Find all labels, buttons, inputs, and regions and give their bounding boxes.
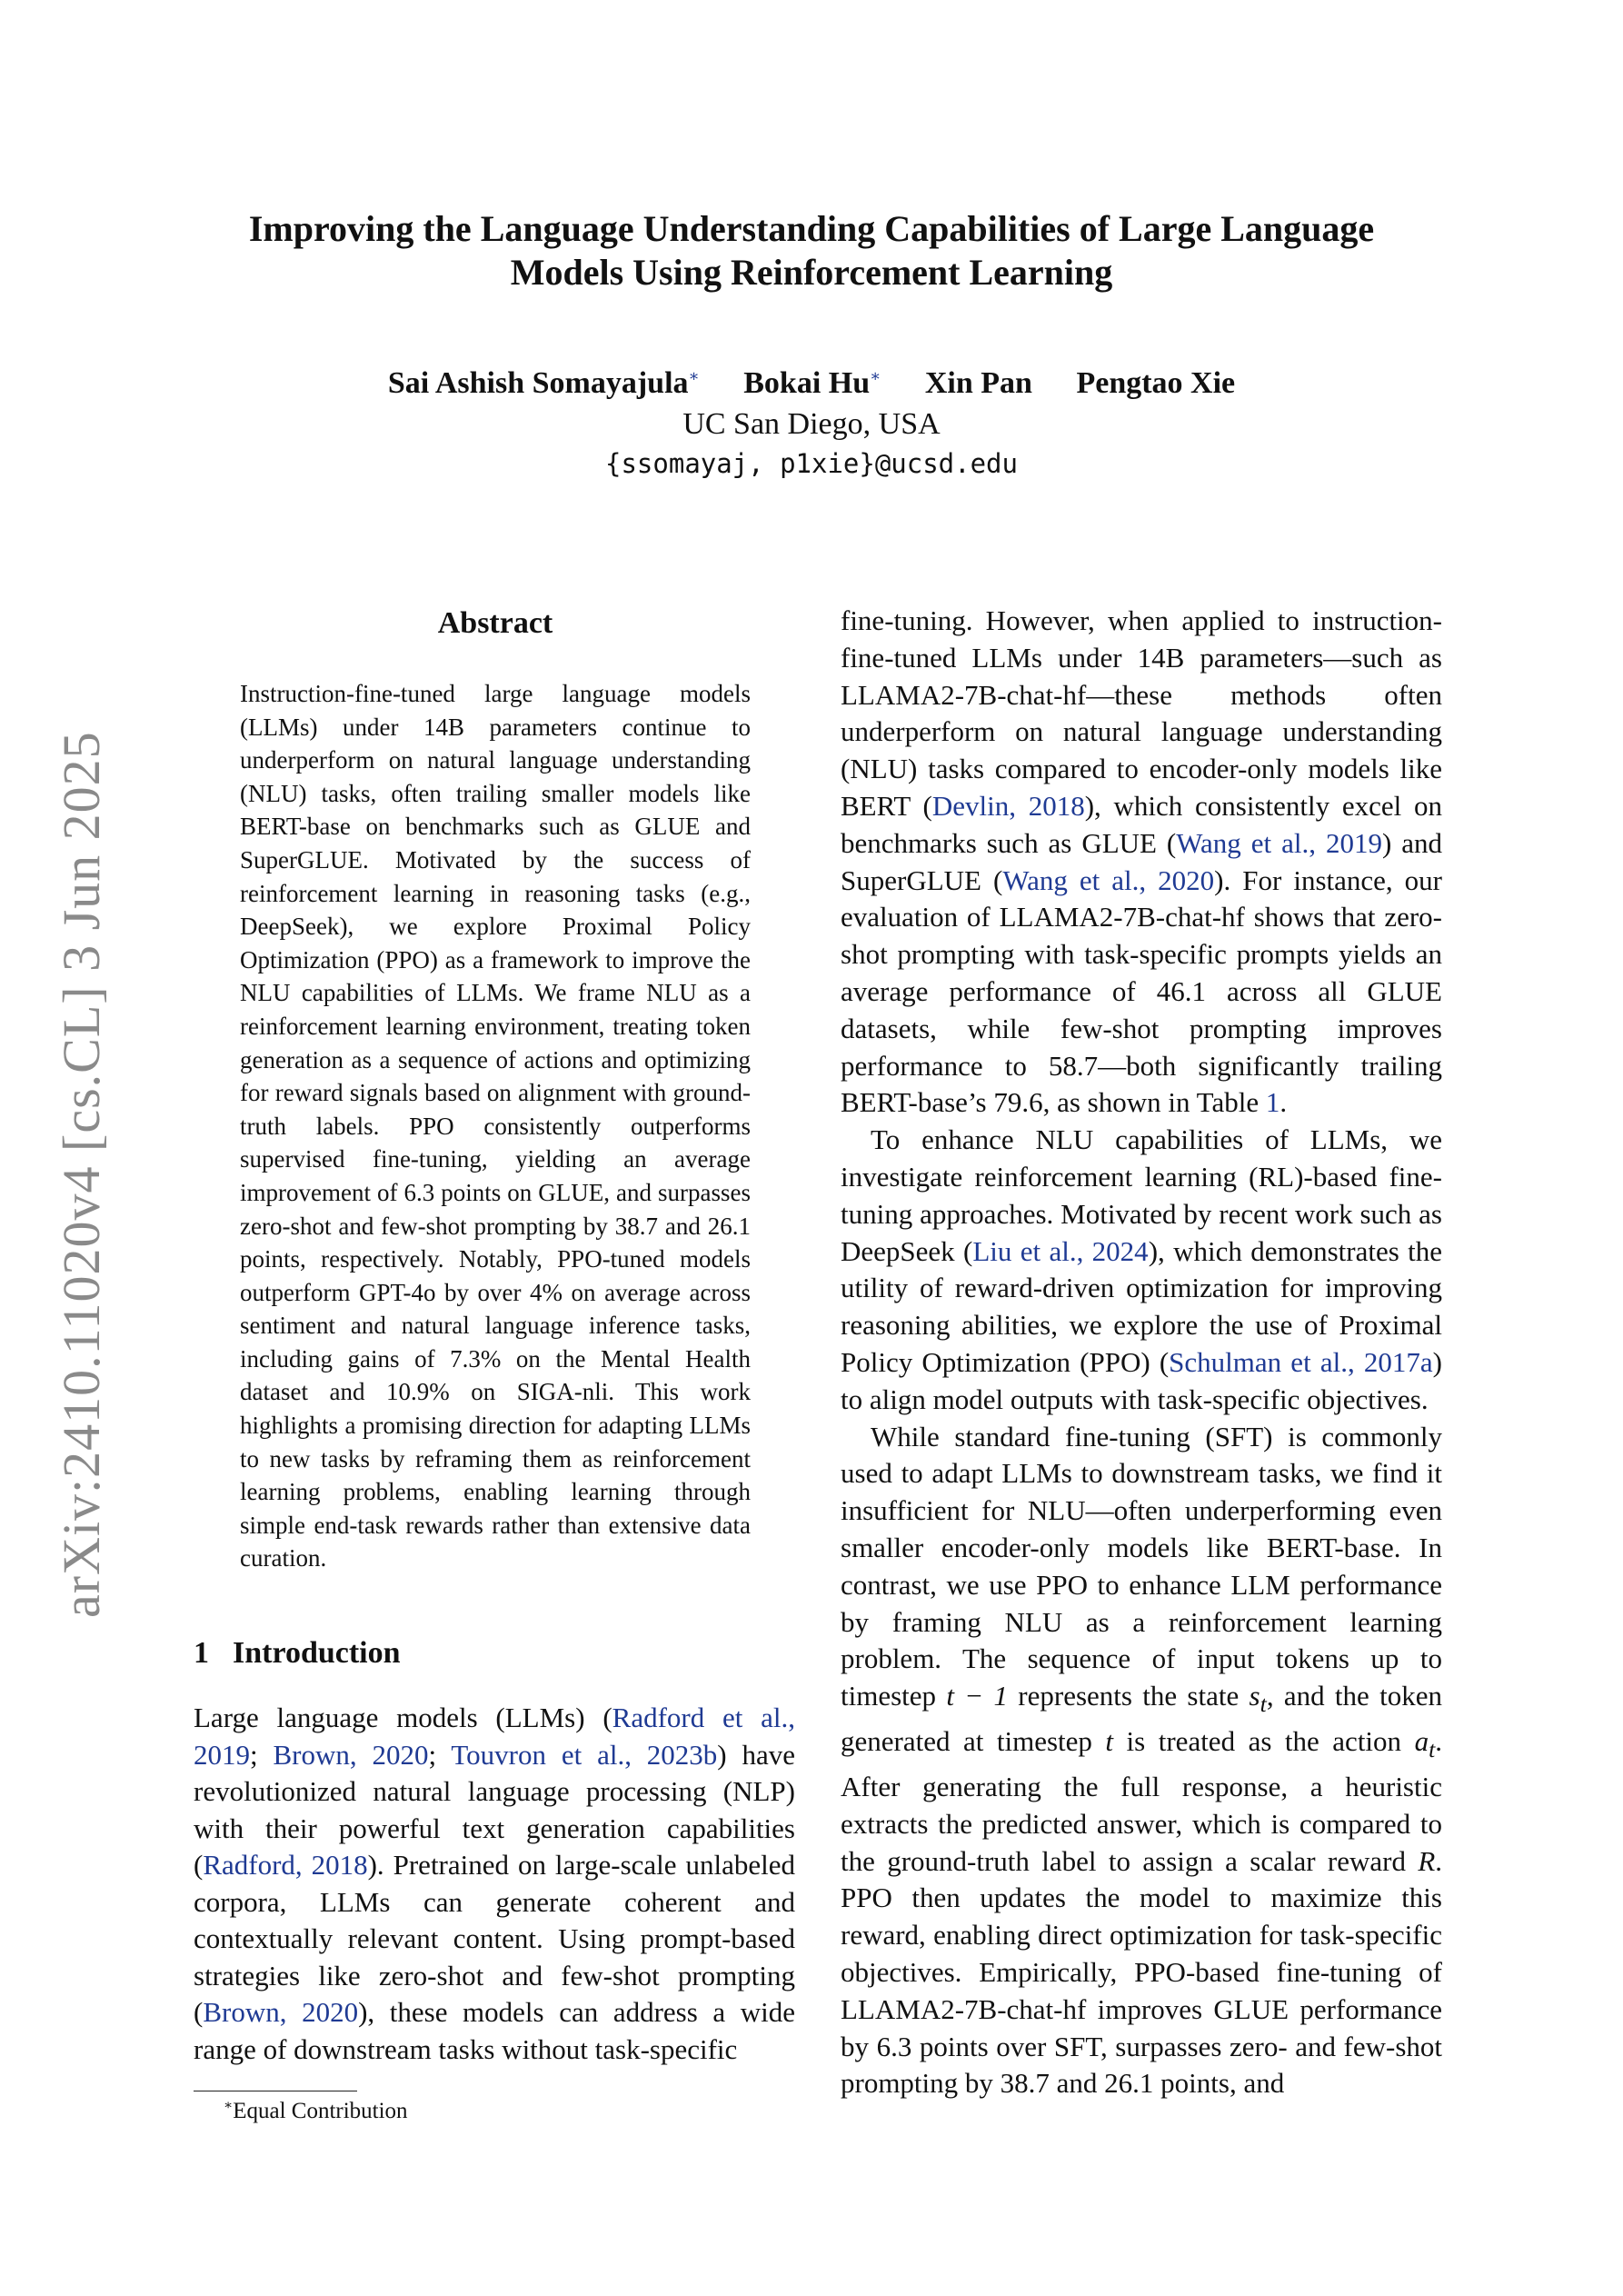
paper-title <box>182 207 1441 294</box>
text-run: To enhance NLU capabilities of LLMs, we investigate reinforcement learning (RL)-based fine-tuning approaches. Motivated by recent work such as DeepSeek ( <box>841 1123 1442 1267</box>
text-run: . <box>1279 1086 1288 1119</box>
author-2 <box>743 366 881 400</box>
author-mark: ∗ <box>688 366 700 385</box>
author-1 <box>388 366 700 400</box>
title-line-2: Models Using Reinforcement Learning <box>510 252 1113 293</box>
section-heading-introduction <box>194 1633 401 1673</box>
author-4 <box>1076 366 1235 400</box>
math-expression: R <box>1418 1844 1436 1877</box>
author-email[interactable]: {ssomayaj, p1xie}@ucsd.edu <box>605 448 1018 479</box>
citation-link[interactable]: Liu et al., 2024 <box>972 1234 1149 1267</box>
citation-link[interactable]: Radford et al., 2019 <box>194 1702 795 1771</box>
abstract-heading: Abstract <box>437 606 553 640</box>
text-run: ). For instance, our evaluation of LLAMA2-7B-chat-hf shows that zero-shot prompting with task-specific prompts yields an average performance of 46.1 across all GLUE datasets, while few-shot prompting improves performance to 58.7—both significantly trailing BERT-base’s 79.6, as shown in Table <box>841 863 1443 1119</box>
author-list <box>182 364 1441 404</box>
text-run: ) to align model outputs with task-specific objectives. <box>841 1345 1442 1415</box>
footnote-text: Equal Contribution <box>233 2099 408 2123</box>
section-number: 1 <box>194 1636 209 1670</box>
text-run: ) and SuperGLUE ( <box>841 826 1443 896</box>
text-run: . After generating the full response, a heuristic extracts the predicted answer, which is compared to the ground-truth label to assign a scalar reward <box>841 1725 1442 1877</box>
math-symbol: a <box>1414 1725 1429 1758</box>
math-symbol: s <box>1249 1680 1260 1712</box>
author-name: Pengtao Xie <box>1076 366 1236 400</box>
affiliation: UC San Diego, USA <box>682 407 941 441</box>
text-run: , and the token generated at timestep <box>841 1680 1442 1758</box>
math-expression: t <box>1105 1725 1114 1758</box>
text-run: Large language models (LLMs) ( <box>194 1702 612 1733</box>
author-mark: ∗ <box>870 366 881 385</box>
citation-link[interactable]: Wang et al., 2020 <box>1002 863 1215 896</box>
text-run: ). Pretrained on large-scale unlabeled corpora, LLMs can generate coherent and contextually relevant content. Using prompt-based strategies like zero-shot and few-shot prompting ( <box>194 1849 795 2028</box>
section-title: Introduction <box>233 1636 401 1670</box>
text-run: . PPO then updates the model to maximize this reward, enabling direct optimization for task-specific objectives. Empirically, PPO-based fine-tuning of LLAMA2-7B-chat-hf improves GLUE performance by 6.3 points over SFT, surpasses zero- and few-shot prompting by 38.7 and 26.1 points, and <box>841 1844 1442 2100</box>
text-run: ) have revolutionized natural language processing (NLP) with their powerful text generation capabilities ( <box>194 1738 795 1881</box>
text-run: fine-tuning. However, when applied to instruction-fine-tuned LLMs under 14B parameters—such as LLAMA2-7B-chat-hf—these methods often underperform on natural language understanding (NLU) tasks compared to encoder-only models like BERT ( <box>841 604 1442 822</box>
intro-paragraph-2 <box>841 1122 1442 1418</box>
text-run: While standard fine-tuning (SFT) is commonly used to adapt LLMs to downstream tasks, we find it insufficient for NLU—often underperforming even smaller encoder-only models like BERT-base. In contrast, we use PPO to enhance LLM performance by framing NLU as a reinforcement learning problem. The sequence of input tokens up to timestep <box>841 1420 1442 1712</box>
citation-link[interactable]: Touvron et al., 2023b <box>451 1738 718 1771</box>
table-reference-link[interactable]: 1 <box>1265 1086 1280 1119</box>
text-run: ), which demonstrates the utility of reward-driven optimization for improving reasoning abilities, we explore the use of Proximal Policy Optimization (PPO) ( <box>841 1234 1442 1378</box>
math-subscript: t <box>1260 1691 1267 1718</box>
text-run: represents the state <box>1007 1680 1250 1712</box>
abstract-text: Instruction-fine-tuned large language models (LLMs) under 14B parameters continue to underperform on natural language understanding (NLU) tasks, often trailing smaller models like BERT-base on benchmarks such as GLUE and SuperGLUE. Motivated by the success of reinforcement learning in reasoning tasks (e.g., DeepSeek), we explore Proximal Policy Optimization (PPO) as a framework to improve the NLU capabilities of LLMs. We frame NLU as a reinforcement learning environment, treating token generation as a sequence of actions and optimizing for reward signals based on alignment with ground-truth labels. PPO consistently outperforms supervised fine-tuning, yielding an average improvement of 6.3 points on GLUE, and surpasses zero-shot and few-shot prompting by 38.7 and 26.1 points, respectively. Notably, PPO-tuned models outperform GPT-4o by over 4% on average across sentiment and natural language inference tasks, including gains of 7.3% on the Mental Health dataset and 10.9% on SIGA-nli. This work highlights a promising direction for adapting LLMs to new tasks by reframing them as reinforcement learning problems, enabling learning through simple end-task rewards rather than extensive data curation. <box>240 680 751 1572</box>
footnote <box>224 2096 408 2127</box>
title-line-1: Improving the Language Understanding Capabilities of Large Language <box>248 208 1375 249</box>
author-name: Bokai Hu <box>743 366 871 400</box>
citation-link[interactable]: Devlin, 2018 <box>931 789 1085 822</box>
author-3 <box>925 366 1032 400</box>
footnote-mark: ∗ <box>224 2098 234 2113</box>
math-expression <box>1249 1680 1267 1718</box>
citation-link[interactable]: Brown, 2020 <box>273 1738 429 1771</box>
text-run: is treated as the action <box>1113 1725 1415 1758</box>
text-run: ), these models can address a wide range of downstream tasks without task-specific <box>194 1996 796 2065</box>
text-run: ; <box>250 1738 274 1771</box>
intro-paragraph-continued <box>841 603 1442 1122</box>
intro-paragraph-1 <box>194 1700 795 2068</box>
math-expression: t − 1 <box>946 1680 1008 1712</box>
arxiv-stamp: arXiv:2410.11020v4 [cs.CL] 3 Jun 2025 <box>52 731 111 1618</box>
author-name: Sai Ashish Somayajula <box>387 366 689 400</box>
math-subscript: t <box>1429 1736 1436 1763</box>
citation-link[interactable]: Brown, 2020 <box>203 1996 359 2028</box>
citation-link[interactable]: Schulman et al., 2017a <box>1169 1345 1433 1378</box>
intro-paragraph-3 <box>841 1419 1442 2103</box>
text-run: ; <box>428 1738 452 1771</box>
math-expression <box>1414 1725 1436 1763</box>
right-column <box>841 603 1442 2102</box>
citation-link[interactable]: Radford, 2018 <box>203 1849 368 1881</box>
citation-link[interactable]: Wang et al., 2019 <box>1176 826 1382 859</box>
text-run: ), which consistently excel on benchmarks such as GLUE ( <box>841 789 1442 859</box>
author-name: Xin Pan <box>924 366 1032 400</box>
